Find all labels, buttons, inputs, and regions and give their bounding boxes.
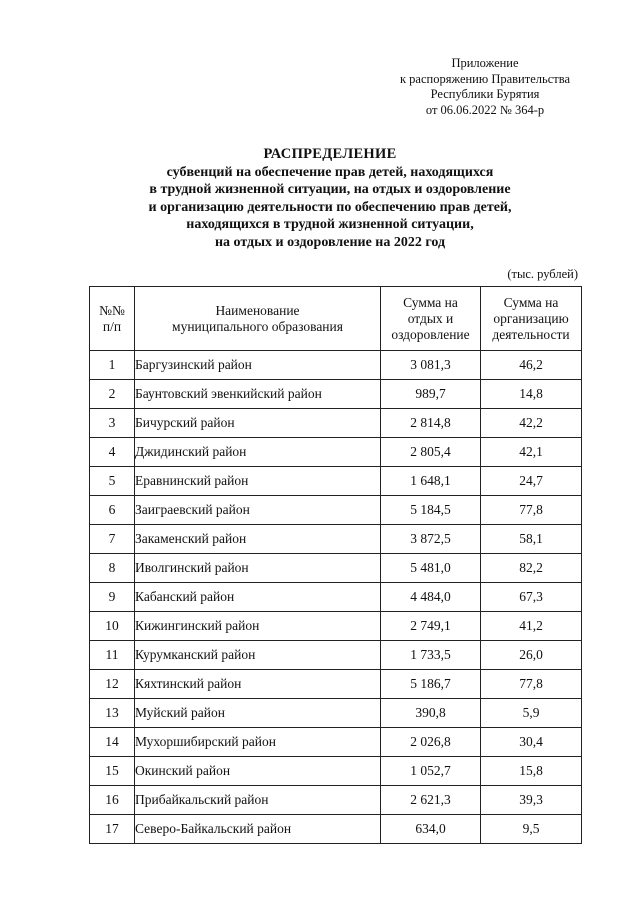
table-row: [90, 728, 582, 757]
municipality-name: Кабанский район: [135, 583, 381, 612]
table-row: [90, 409, 582, 438]
rest-amount: 3 872,5: [381, 525, 481, 554]
table-row: [90, 786, 582, 815]
org-amount: 24,7: [481, 467, 582, 496]
row-number: 5: [90, 467, 135, 496]
header-sum-rest: Сумма на отдых и оздоровление: [381, 287, 481, 351]
document-heading: [60, 146, 600, 251]
municipality-name: Окинский район: [135, 757, 381, 786]
rest-amount: 1 733,5: [381, 641, 481, 670]
rest-amount: 1 052,7: [381, 757, 481, 786]
rest-amount: 2 749,1: [381, 612, 481, 641]
row-number: 9: [90, 583, 135, 612]
row-number: 8: [90, 554, 135, 583]
table-row: [90, 467, 582, 496]
org-amount: 58,1: [481, 525, 582, 554]
table-row: [90, 699, 582, 728]
row-number: 4: [90, 438, 135, 467]
table-row: [90, 438, 582, 467]
header-name: Наименование муниципального образования: [135, 287, 381, 351]
org-amount: 39,3: [481, 786, 582, 815]
annex-block: [380, 56, 590, 118]
org-amount: 67,3: [481, 583, 582, 612]
org-amount: 5,9: [481, 699, 582, 728]
table-row: [90, 496, 582, 525]
rest-amount: 2 026,8: [381, 728, 481, 757]
annex-line: Приложение: [451, 56, 519, 70]
table-row: [90, 380, 582, 409]
row-number: 14: [90, 728, 135, 757]
document-title: РАСПРЕДЕЛЕНИЕ: [263, 146, 397, 162]
municipality-name: Муйский район: [135, 699, 381, 728]
table-row: [90, 641, 582, 670]
distribution-table: [89, 286, 582, 844]
row-number: 3: [90, 409, 135, 438]
org-amount: 82,2: [481, 554, 582, 583]
rest-amount: 5 184,5: [381, 496, 481, 525]
municipality-name: Кижингинский район: [135, 612, 381, 641]
row-number: 1: [90, 351, 135, 380]
row-number: 16: [90, 786, 135, 815]
municipality-name: Мухоршибирский район: [135, 728, 381, 757]
heading-line: на отдых и оздоровление на 2022 год: [214, 234, 446, 250]
org-amount: 26,0: [481, 641, 582, 670]
municipality-name: Баргузинский район: [135, 351, 381, 380]
row-number: 11: [90, 641, 135, 670]
rest-amount: 390,8: [381, 699, 481, 728]
org-amount: 41,2: [481, 612, 582, 641]
row-number: 10: [90, 612, 135, 641]
table-header-row: [90, 287, 582, 351]
rest-amount: 989,7: [381, 380, 481, 409]
rest-amount: 2 621,3: [381, 786, 481, 815]
row-number: 7: [90, 525, 135, 554]
org-amount: 14,8: [481, 380, 582, 409]
table-row: [90, 525, 582, 554]
org-amount: 77,8: [481, 496, 582, 525]
org-amount: 30,4: [481, 728, 582, 757]
municipality-name: Курумканский район: [135, 641, 381, 670]
row-number: 2: [90, 380, 135, 409]
org-amount: 77,8: [481, 670, 582, 699]
header-num: №№ п/п: [90, 287, 135, 351]
municipality-name: Джидинский район: [135, 438, 381, 467]
rest-amount: 2 805,4: [381, 438, 481, 467]
org-amount: 46,2: [481, 351, 582, 380]
row-number: 13: [90, 699, 135, 728]
rest-amount: 3 081,3: [381, 351, 481, 380]
row-number: 12: [90, 670, 135, 699]
row-number: 17: [90, 815, 135, 844]
rest-amount: 4 484,0: [381, 583, 481, 612]
rest-amount: 634,0: [381, 815, 481, 844]
rest-amount: 5 481,0: [381, 554, 481, 583]
row-number: 15: [90, 757, 135, 786]
table-row: [90, 612, 582, 641]
table-row: [90, 670, 582, 699]
municipality-name: Кяхтинский район: [135, 670, 381, 699]
table-row: [90, 554, 582, 583]
table-row: [90, 815, 582, 844]
org-amount: 42,1: [481, 438, 582, 467]
rest-amount: 2 814,8: [381, 409, 481, 438]
municipality-name: Заиграевский район: [135, 496, 381, 525]
municipality-name: Еравнинский район: [135, 467, 381, 496]
org-amount: 42,2: [481, 409, 582, 438]
org-amount: 9,5: [481, 815, 582, 844]
org-amount: 15,8: [481, 757, 582, 786]
municipality-name: Иволгинский район: [135, 554, 381, 583]
heading-line: находящихся в трудной жизненной ситуации,: [186, 217, 474, 232]
municipality-name: Прибайкальский район: [135, 786, 381, 815]
municipality-name: Северо-Байкальский район: [135, 815, 381, 844]
rest-amount: 1 648,1: [381, 467, 481, 496]
table-row: [90, 583, 582, 612]
annex-line: Республики Бурятия: [430, 87, 540, 101]
annex-line: от 06.06.2022 № 364-р: [425, 102, 545, 117]
header-sum-org: Сумма на организацию деятельности: [481, 287, 582, 351]
table-row: [90, 757, 582, 786]
heading-line: и организацию деятельности по обеспечению прав детей,: [148, 199, 512, 215]
rest-amount: 5 186,7: [381, 670, 481, 699]
municipality-name: Баунтовский эвенкийский район: [135, 380, 381, 409]
heading-line: субвенций на обеспечение прав детей, находящихся: [166, 164, 494, 180]
table-row: [90, 351, 582, 380]
heading-line: в трудной жизненной ситуации, на отдых и оздоровление: [149, 182, 511, 197]
units-note: (тыс. рублей): [507, 267, 578, 281]
municipality-name: Бичурский район: [135, 409, 381, 438]
municipality-name: Закаменский район: [135, 525, 381, 554]
row-number: 6: [90, 496, 135, 525]
annex-line: к распоряжению Правительства: [399, 71, 570, 86]
